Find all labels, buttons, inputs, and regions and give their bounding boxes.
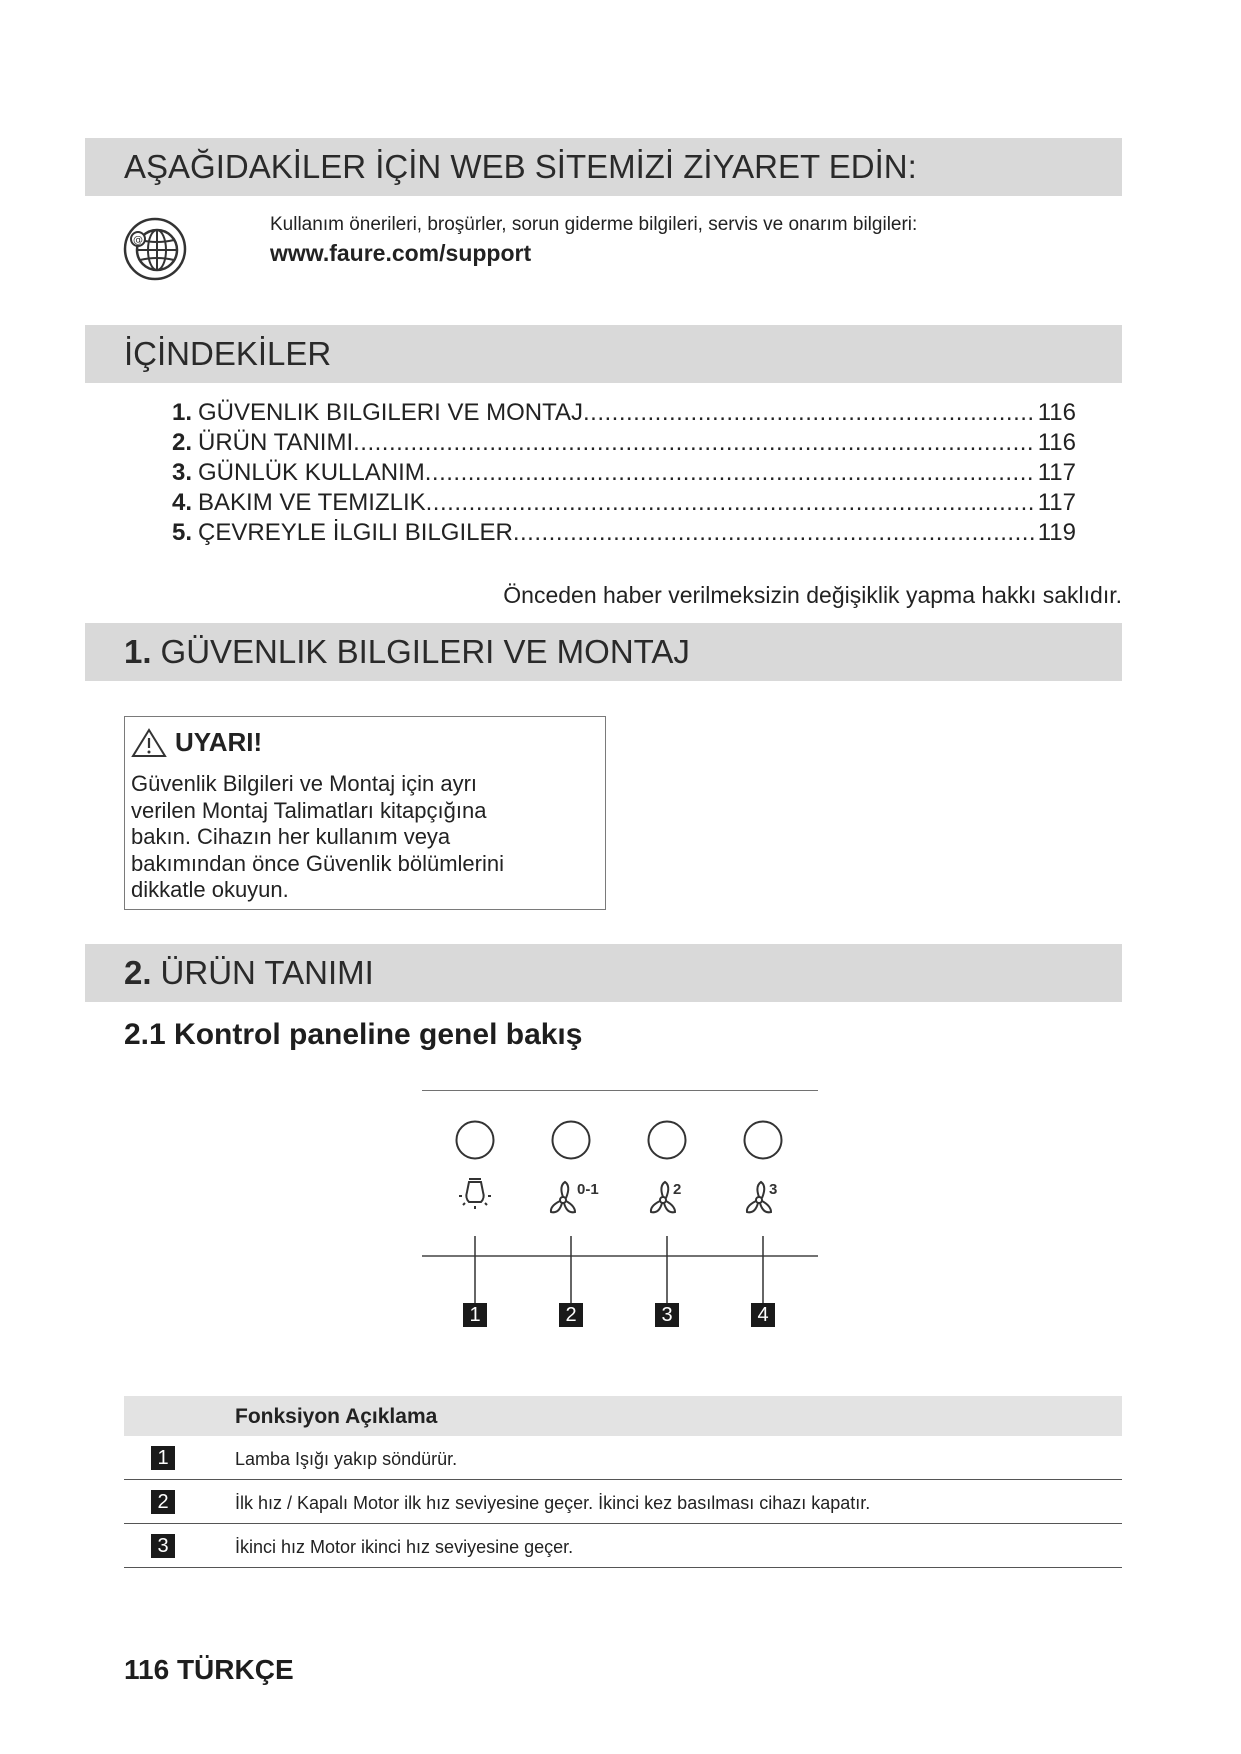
row-number-badge: 2 [151,1490,175,1514]
row-description: İkinci hız Motor ikinci hız seviyesine geçer. [235,1537,574,1557]
svg-text:@: @ [133,235,143,246]
toc-item[interactable]: 3. GÜNLÜK KULLANIM ..... 117 [172,459,1076,489]
panel-number-badge: 2 [559,1303,583,1327]
table-row [124,1480,1122,1524]
fan-speed-2-icon [647,1176,695,1216]
lamp-icon [455,1176,495,1216]
website-description: Kullanım önerileri, broşürler, sorun giderme bilgileri, servis ve onarım bilgileri: [270,214,918,235]
fan-speed-label: 2 [673,1181,682,1198]
toc-item[interactable]: 2. ÜRÜN TANIMI ..... 116 [172,429,1076,459]
warning-text: Güvenlik Bilgileri ve Montaj için ayrı verilen Montaj Talimatları kitapçığına bakın. Cihazın her kullanım veya bakımından önce Güvenlik bölümlerini dikkatle okuyun. [131,771,504,902]
fan-speed-1-button[interactable] [551,1120,591,1160]
fan-speed-label: 3 [769,1181,778,1198]
row-number-badge: 1 [151,1446,175,1470]
control-panel-subtitle: 2.1 Kontrol paneline genel bakış [124,1018,583,1051]
support-url[interactable]: www.faure.com/support [270,240,532,266]
website-section-header: AŞAĞIDAKİLER İÇİN WEB SİTEMİZİ ZİYARET EDİN: [85,138,1122,196]
fan-speed-3-icon [743,1176,791,1216]
page-footer: 116 TÜRKÇE [124,1654,294,1685]
control-panel-diagram [420,1090,820,1335]
panel-number-badge: 1 [463,1303,487,1327]
row-description: Lamba Işığı yakıp söndürür. [235,1449,458,1469]
warning-title: UYARI! [175,727,263,757]
row-number-badge: 3 [151,1534,175,1558]
section-2-header: 2. ÜRÜN TANIMI [85,944,1122,1002]
lamp-button[interactable] [455,1120,495,1160]
table-row [124,1524,1122,1568]
section-1-header: 1. GÜVENLIK BILGILERI VE MONTAJ [85,623,1122,681]
warning-box [124,716,606,910]
fan-speed-label: 0-1 [577,1181,599,1198]
fan-speed-0-1-icon [547,1176,603,1216]
toc-item[interactable]: 5. ÇEVREYLE İLGILI BILGILER ..... 119 [172,519,1076,549]
warning-triangle-icon [131,728,167,758]
row-description: İlk hız / Kapalı Motor ilk hız seviyesine geçer. İkinci kez basılması cihazı kapatır. [235,1493,871,1513]
toc-item[interactable]: 4. BAKIM VE TEMIZLIK ..... 117 [172,489,1076,519]
fan-speed-3-button[interactable] [743,1120,783,1160]
panel-number-badge: 3 [655,1303,679,1327]
globe-icon [123,217,187,281]
table-of-contents [172,399,1076,549]
change-notice: Önceden haber verilmeksizin değişiklik yapma hakkı saklıdır. [503,582,1122,608]
table-header: Fonksiyon Açıklama [124,1396,1122,1436]
toc-leader-dots [513,519,1036,547]
toc-leader-dots [426,489,1036,517]
toc-leader-dots [583,399,1036,427]
toc-leader-dots [353,429,1036,457]
toc-leader-dots [425,459,1036,487]
table-row [124,1436,1122,1480]
fan-speed-2-button[interactable] [647,1120,687,1160]
toc-item[interactable]: 1. GÜVENLIK BILGILERI VE MONTAJ ..... 116 [172,399,1076,429]
function-table [124,1396,1122,1568]
contents-header: İÇİNDEKİLER [85,325,1122,383]
panel-number-badge: 4 [751,1303,775,1327]
